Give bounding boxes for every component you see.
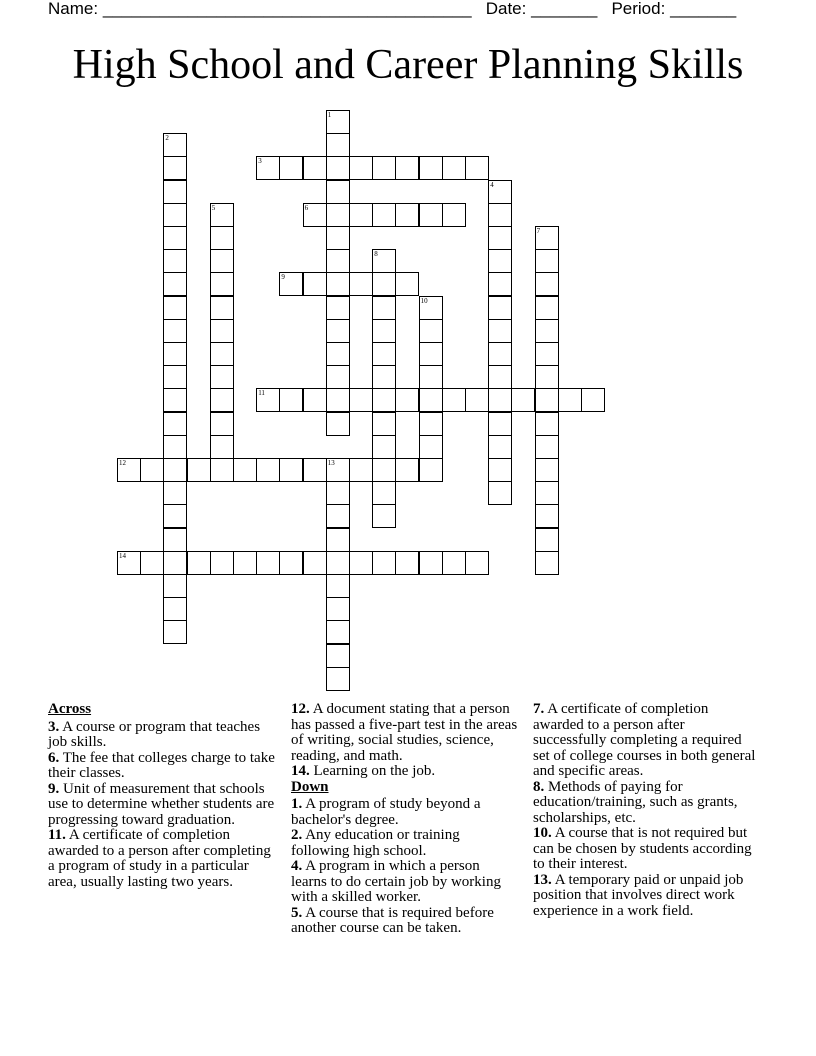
grid-cell[interactable] [488, 435, 512, 459]
grid-cell[interactable] [535, 272, 559, 296]
grid-cell[interactable] [326, 156, 350, 180]
grid-cell[interactable] [349, 551, 373, 575]
grid-cell[interactable] [535, 226, 559, 250]
grid-cell[interactable] [326, 180, 350, 204]
grid-cell[interactable] [488, 388, 512, 412]
grid-cell[interactable] [117, 551, 141, 575]
clue-number: 7. [533, 701, 545, 717]
down-clue-7 [533, 702, 761, 780]
clue-text: A document stating that a person has passed a five-part test in the areas of writing, social studies, science, reading, and math. [291, 701, 518, 764]
grid-cell[interactable] [326, 412, 350, 436]
grid-cell[interactable] [349, 388, 373, 412]
grid-cell[interactable] [210, 365, 234, 389]
clue-text: A certificate of completion awarded to a person after successfully completing a required set of college courses in both general and specific areas. [533, 701, 756, 779]
grid-cell[interactable] [233, 458, 257, 482]
clue-text: Learning on the job. [313, 763, 436, 779]
clue-text: Unit of measurement that schools use to determine whether students are progressing toward graduation. [48, 780, 275, 828]
grid-cell[interactable] [326, 133, 350, 157]
clue-number-label: 10 [420, 296, 428, 305]
grid-cell[interactable] [372, 272, 396, 296]
grid-cell[interactable] [535, 551, 559, 575]
grid-cell[interactable] [140, 458, 164, 482]
grid-cell[interactable] [535, 388, 559, 412]
down-clue-10 [533, 826, 761, 873]
grid-cell[interactable] [372, 504, 396, 528]
clue-number-label: 7 [536, 227, 541, 235]
grid-cell[interactable] [488, 365, 512, 389]
grid-cell[interactable] [465, 388, 489, 412]
grid-cell[interactable] [210, 435, 234, 459]
grid-cell[interactable] [465, 156, 489, 180]
name-line[interactable]: _______________________________________ [102, 0, 472, 18]
across-clue-6 [48, 751, 276, 782]
grid-cell[interactable] [210, 203, 234, 227]
grid-cell[interactable] [511, 388, 535, 412]
grid-cell[interactable] [349, 156, 373, 180]
grid-cell[interactable] [326, 551, 350, 575]
grid-cell[interactable] [488, 226, 512, 250]
grid-cell[interactable] [395, 156, 419, 180]
clue-text: A program of study beyond a bachelor's degree. [291, 796, 481, 828]
grid-cell[interactable] [163, 435, 187, 459]
grid-cell[interactable] [279, 388, 303, 412]
grid-cell[interactable] [326, 620, 350, 644]
grid-cell[interactable] [210, 249, 234, 273]
grid-cell[interactable] [488, 203, 512, 227]
grid-cell[interactable] [303, 551, 327, 575]
grid-cell[interactable] [488, 481, 512, 505]
grid-cell[interactable] [535, 458, 559, 482]
grid-cell[interactable] [372, 481, 396, 505]
grid-cell[interactable] [535, 365, 559, 389]
clue-number: 14. [291, 763, 310, 779]
grid-cell[interactable] [349, 272, 373, 296]
grid-cell[interactable] [303, 203, 327, 227]
clue-text: A program in which a person learns to do certain job by working with a skilled worker. [291, 858, 501, 905]
grid-cell[interactable] [419, 296, 443, 320]
grid-cell[interactable] [372, 156, 396, 180]
grid-cell[interactable] [303, 272, 327, 296]
clues-column-2 [291, 702, 519, 937]
grid-cell[interactable] [535, 412, 559, 436]
grid-cell[interactable] [349, 458, 373, 482]
clue-number-label: 11 [258, 389, 265, 398]
clue-number-label: 8 [374, 250, 378, 259]
grid-cell[interactable] [163, 597, 187, 621]
grid-cell[interactable] [395, 551, 419, 575]
grid-cell[interactable] [279, 458, 303, 482]
grid-cell[interactable] [163, 365, 187, 389]
grid-cell[interactable] [419, 435, 443, 459]
down-clue-1 [291, 797, 519, 828]
clue-text: A course that is not required but can be chosen by students according to their interest. [533, 825, 752, 872]
grid-cell[interactable] [163, 412, 187, 436]
name-label: Name: [48, 0, 99, 18]
grid-cell[interactable] [210, 226, 234, 250]
grid-cell[interactable] [488, 272, 512, 296]
grid-cell[interactable] [558, 388, 582, 412]
grid-cell[interactable] [326, 249, 350, 273]
clue-number-label: 6 [304, 203, 309, 212]
clue-number: 5. [291, 904, 303, 921]
clue-number: 9. [48, 780, 60, 797]
clue-number: 13. [533, 871, 552, 888]
clue-number-label: 2 [165, 134, 169, 143]
clue-number: 10. [533, 825, 552, 841]
grid-cell[interactable] [349, 203, 373, 227]
clue-number-label: 13 [327, 459, 335, 467]
clue-number: 1. [291, 796, 303, 812]
grid-cell[interactable] [488, 319, 512, 343]
grid-cell[interactable] [419, 203, 443, 227]
grid-cell[interactable] [372, 458, 396, 482]
grid-cell[interactable] [488, 296, 512, 320]
grid-cell[interactable] [535, 528, 559, 552]
grid-cell[interactable] [326, 203, 350, 227]
clue-number-label: 14 [119, 551, 126, 560]
clue-text: The fee that colleges charge to take their classes. [48, 749, 275, 781]
clue-number-label: 1 [327, 111, 332, 119]
grid-cell[interactable] [326, 504, 350, 528]
clues-column-3 [533, 702, 761, 919]
grid-cell[interactable] [372, 203, 396, 227]
grid-cell[interactable] [326, 226, 350, 250]
clue-number-label: 12 [119, 459, 126, 467]
grid-cell[interactable] [372, 412, 396, 436]
grid-cell[interactable] [326, 458, 350, 482]
down-clue-2 [291, 828, 519, 859]
grid-cell[interactable] [303, 156, 327, 180]
grid-cell[interactable] [326, 296, 350, 320]
grid-cell[interactable] [279, 156, 303, 180]
grid-cell[interactable] [442, 203, 466, 227]
grid-cell[interactable] [419, 551, 443, 575]
grid-cell[interactable] [326, 342, 350, 366]
down-heading: Down [291, 778, 329, 795]
clue-number: 12. [291, 701, 310, 717]
grid-cell[interactable] [163, 504, 187, 528]
date-label: Date: [485, 0, 527, 18]
grid-cell[interactable] [535, 296, 559, 320]
grid-cell[interactable] [326, 388, 350, 412]
grid-cell[interactable] [210, 319, 234, 343]
period-line[interactable]: _______ [670, 0, 737, 18]
grid-cell[interactable] [163, 551, 187, 575]
grid-cell[interactable] [163, 180, 187, 204]
grid-cell[interactable] [419, 342, 443, 366]
grid-cell[interactable] [488, 342, 512, 366]
grid-cell[interactable] [372, 551, 396, 575]
clues-column-1 [48, 702, 276, 890]
across-clue-9 [48, 782, 276, 829]
across-clue-14 [291, 764, 519, 780]
grid-cell[interactable] [488, 458, 512, 482]
grid-cell[interactable] [442, 551, 466, 575]
clue-number-label: 4 [490, 180, 494, 189]
grid-cell[interactable] [488, 180, 512, 204]
grid-cell[interactable] [163, 458, 187, 482]
grid-cell[interactable] [163, 620, 187, 644]
grid-cell[interactable] [488, 249, 512, 273]
grid-cell[interactable] [395, 203, 419, 227]
grid-cell[interactable] [419, 412, 443, 436]
grid-cell[interactable] [326, 528, 350, 552]
clue-text: Any education or training following high school. [291, 827, 460, 859]
grid-cell[interactable] [535, 435, 559, 459]
grid-cell[interactable] [233, 551, 257, 575]
grid-cell[interactable] [163, 388, 187, 412]
down-clue-13 [533, 873, 761, 920]
grid-cell[interactable] [163, 156, 187, 180]
grid-cell[interactable] [326, 319, 350, 343]
period-label: Period: [611, 0, 666, 18]
grid-cell[interactable] [419, 156, 443, 180]
clue-text: A certificate of completion awarded to a person after completing a program of study in a particular area, usually lasting two years. [48, 827, 271, 890]
grid-cell[interactable] [163, 133, 187, 157]
grid-cell[interactable] [488, 412, 512, 436]
grid-cell[interactable] [326, 644, 350, 668]
grid-cell[interactable] [372, 296, 396, 320]
clue-number: 3. [48, 718, 60, 735]
grid-cell[interactable] [256, 156, 280, 180]
grid-cell[interactable] [326, 110, 350, 134]
across-clue-12 [291, 702, 519, 764]
grid-cell[interactable] [442, 388, 466, 412]
clue-number-label: 9 [281, 273, 285, 282]
grid-cell[interactable] [326, 272, 350, 296]
grid-cell[interactable] [163, 574, 187, 598]
down-clue-5 [291, 906, 519, 937]
grid-cell[interactable] [163, 249, 187, 273]
clue-number-label: 3 [258, 157, 262, 166]
down-clue-8 [533, 780, 761, 827]
down-clue-4 [291, 859, 519, 906]
grid-cell[interactable] [163, 342, 187, 366]
clue-text: A temporary paid or unpaid job position that involves direct work experience in a work field. [533, 871, 744, 919]
grid-cell[interactable] [187, 458, 211, 482]
across-clue-3 [48, 720, 276, 751]
grid-cell[interactable] [210, 342, 234, 366]
grid-cell[interactable] [187, 551, 211, 575]
grid-cell[interactable] [395, 272, 419, 296]
grid-cell[interactable] [535, 504, 559, 528]
grid-cell[interactable] [256, 551, 280, 575]
grid-cell[interactable] [535, 481, 559, 505]
grid-cell[interactable] [210, 388, 234, 412]
grid-cell[interactable] [326, 365, 350, 389]
across-heading: Across [48, 701, 92, 717]
grid-cell[interactable] [372, 342, 396, 366]
grid-cell[interactable] [163, 481, 187, 505]
grid-cell[interactable] [419, 319, 443, 343]
grid-cell[interactable] [419, 365, 443, 389]
grid-cell[interactable] [535, 249, 559, 273]
clue-text: Methods of paying for education/training, such as grants, scholarships, etc. [533, 778, 738, 826]
grid-cell[interactable] [279, 551, 303, 575]
grid-cell[interactable] [210, 296, 234, 320]
clue-number: 11. [48, 827, 66, 843]
clue-number: 2. [291, 827, 303, 843]
grid-cell[interactable] [210, 551, 234, 575]
grid-cell[interactable] [279, 272, 303, 296]
grid-cell[interactable] [372, 249, 396, 273]
grid-cell[interactable] [442, 156, 466, 180]
clue-text: A course that is required before another course can be taken. [291, 904, 494, 936]
grid-cell[interactable] [210, 272, 234, 296]
grid-cell[interactable] [163, 528, 187, 552]
grid-cell[interactable] [163, 226, 187, 250]
grid-cell[interactable] [372, 365, 396, 389]
grid-cell[interactable] [326, 574, 350, 598]
grid-cell[interactable] [372, 388, 396, 412]
grid-cell[interactable] [535, 342, 559, 366]
grid-cell[interactable] [256, 388, 280, 412]
clue-number-label: 5 [211, 203, 216, 212]
clue-number: 8. [533, 778, 545, 795]
clue-text: A course or program that teaches job skills. [48, 718, 261, 750]
grid-cell[interactable] [419, 388, 443, 412]
across-clue-11 [48, 828, 276, 890]
clue-number: 4. [291, 858, 303, 874]
grid-cell[interactable] [326, 481, 350, 505]
grid-cell[interactable] [303, 458, 327, 482]
grid-cell[interactable] [326, 667, 350, 691]
grid-cell[interactable] [256, 458, 280, 482]
grid-cell[interactable] [210, 458, 234, 482]
grid-cell[interactable] [163, 319, 187, 343]
grid-cell[interactable] [303, 388, 327, 412]
grid-cell[interactable] [535, 319, 559, 343]
grid-cell[interactable] [163, 203, 187, 227]
grid-cell[interactable] [372, 319, 396, 343]
grid-cell[interactable] [326, 597, 350, 621]
grid-cell[interactable] [465, 551, 489, 575]
grid-cell[interactable] [419, 458, 443, 482]
grid-cell[interactable] [372, 435, 396, 459]
grid-cell[interactable] [581, 388, 605, 412]
grid-cell[interactable] [395, 458, 419, 482]
grid-cell[interactable] [210, 412, 234, 436]
grid-cell[interactable] [395, 388, 419, 412]
grid-cell[interactable] [163, 272, 187, 296]
clue-number: 6. [48, 749, 60, 766]
grid-cell[interactable] [163, 296, 187, 320]
page-title: High School and Career Planning Skills [72, 42, 744, 88]
grid-cell[interactable] [140, 551, 164, 575]
date-line[interactable]: _______ [531, 0, 598, 18]
grid-cell[interactable] [117, 458, 141, 482]
